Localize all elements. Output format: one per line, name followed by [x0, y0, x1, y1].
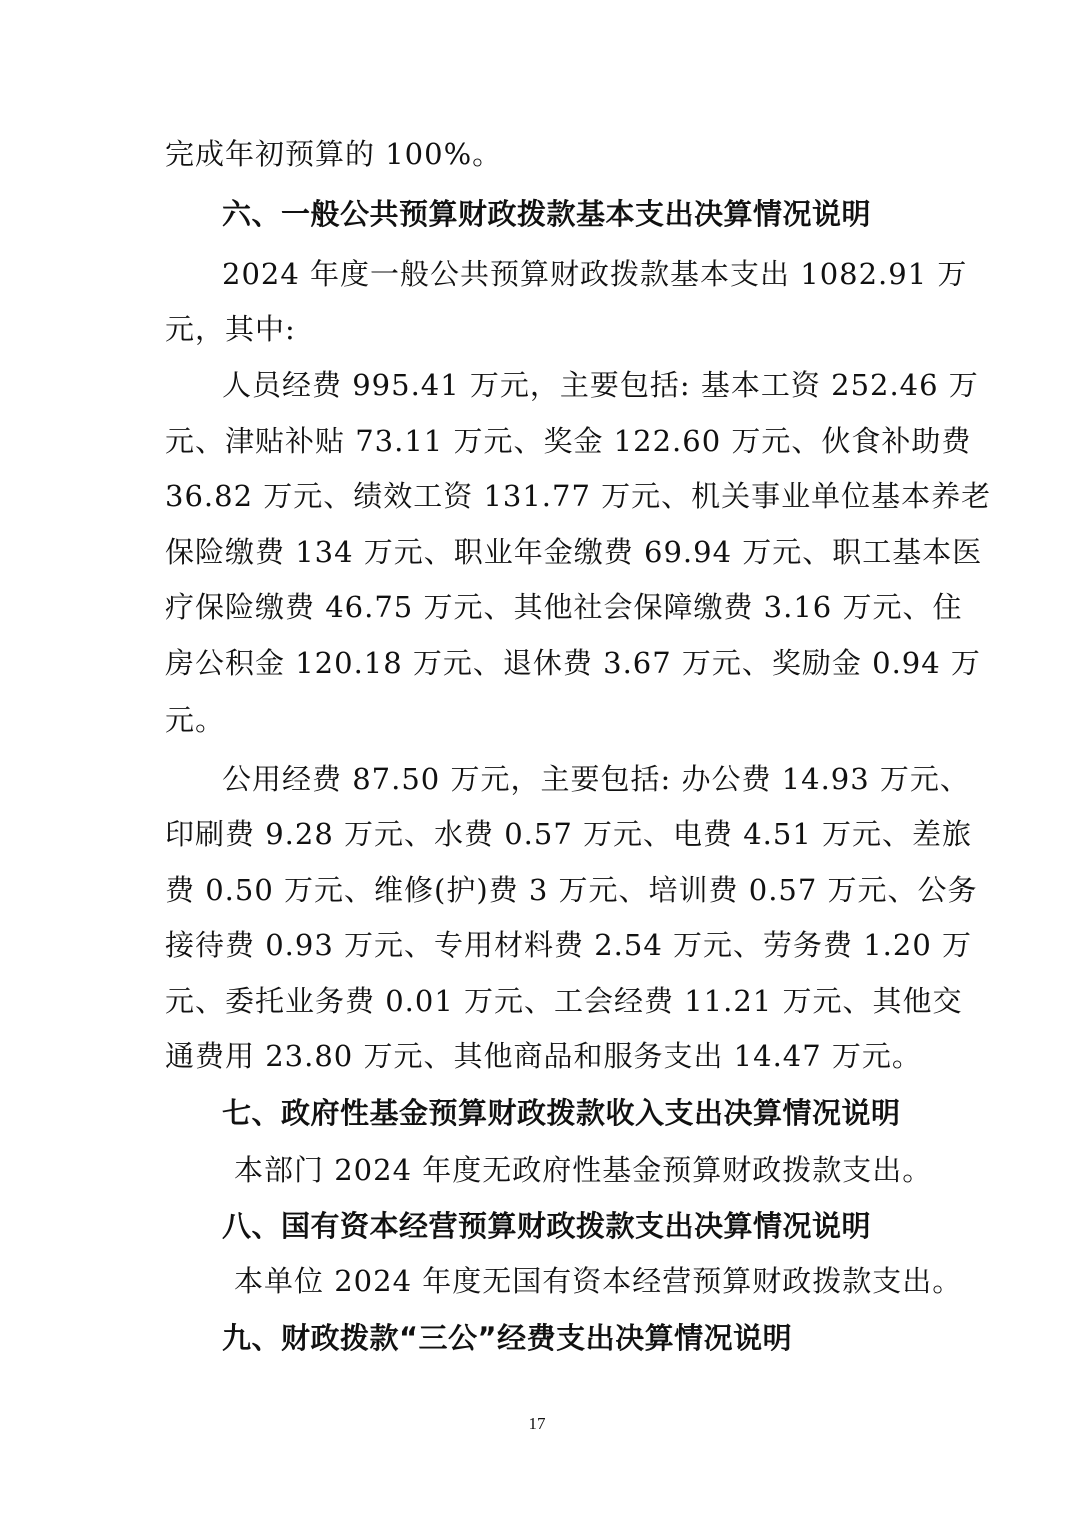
body-text-line: 完成年初预算的 100%。: [165, 137, 503, 171]
section-heading-7: 七、政府性基金预算财政拨款收入支出决算情况说明: [222, 1096, 901, 1130]
body-text-line: 费 0.50 万元、维修(护)费 3 万元、培训费 0.57 万元、公务: [165, 873, 978, 907]
body-text-line: 公用经费 87.50 万元，主要包括: 办公费 14.93 万元、: [222, 762, 970, 796]
body-text-line: 36.82 万元、绩效工资 131.77 万元、机关事业单位基本养老: [165, 479, 992, 513]
body-text-line: 通费用 23.80 万元、其他商品和服务支出 14.47 万元。: [165, 1039, 922, 1073]
body-text-line: 本单位 2024 年度无国有资本经营预算财政拨款支出。: [234, 1264, 963, 1298]
body-text-line: 元、津贴补贴 73.11 万元、奖金 122.60 万元、伙食补助费: [165, 424, 972, 458]
body-text-line: 元。: [165, 703, 226, 737]
body-text-line: 疗保险缴费 46.75 万元、其他社会保障缴费 3.16 万元、住: [165, 590, 963, 624]
body-text-line: 元，其中:: [165, 312, 296, 346]
body-text-line: 保险缴费 134 万元、职业年金缴费 69.94 万元、职工基本医: [165, 535, 983, 569]
section-heading-9: 九、财政拨款“三公”经费支出决算情况说明: [222, 1321, 793, 1355]
body-text-line: 本部门 2024 年度无政府性基金预算财政拨款支出。: [234, 1153, 933, 1187]
body-text-line: 接待费 0.93 万元、专用材料费 2.54 万元、劳务费 1.20 万: [165, 928, 973, 962]
body-text-line: 印刷费 9.28 万元、水费 0.57 万元、电费 4.51 万元、差旅: [165, 817, 973, 851]
body-text-line: 2024 年度一般公共预算财政拨款基本支出 1082.91 万: [222, 257, 968, 291]
page-number: 17: [528, 1414, 546, 1433]
body-text-line: 人员经费 995.41 万元，主要包括: 基本工资 252.46 万: [222, 368, 979, 402]
section-heading-6: 六、一般公共预算财政拨款基本支出决算情况说明: [222, 197, 872, 231]
section-heading-8: 八、国有资本经营预算财政拨款支出决算情况说明: [222, 1209, 872, 1243]
body-text-line: 房公积金 120.18 万元、退休费 3.67 万元、奖励金 0.94 万: [165, 646, 981, 680]
body-text-line: 元、委托业务费 0.01 万元、工会经费 11.21 万元、其他交: [165, 984, 963, 1018]
